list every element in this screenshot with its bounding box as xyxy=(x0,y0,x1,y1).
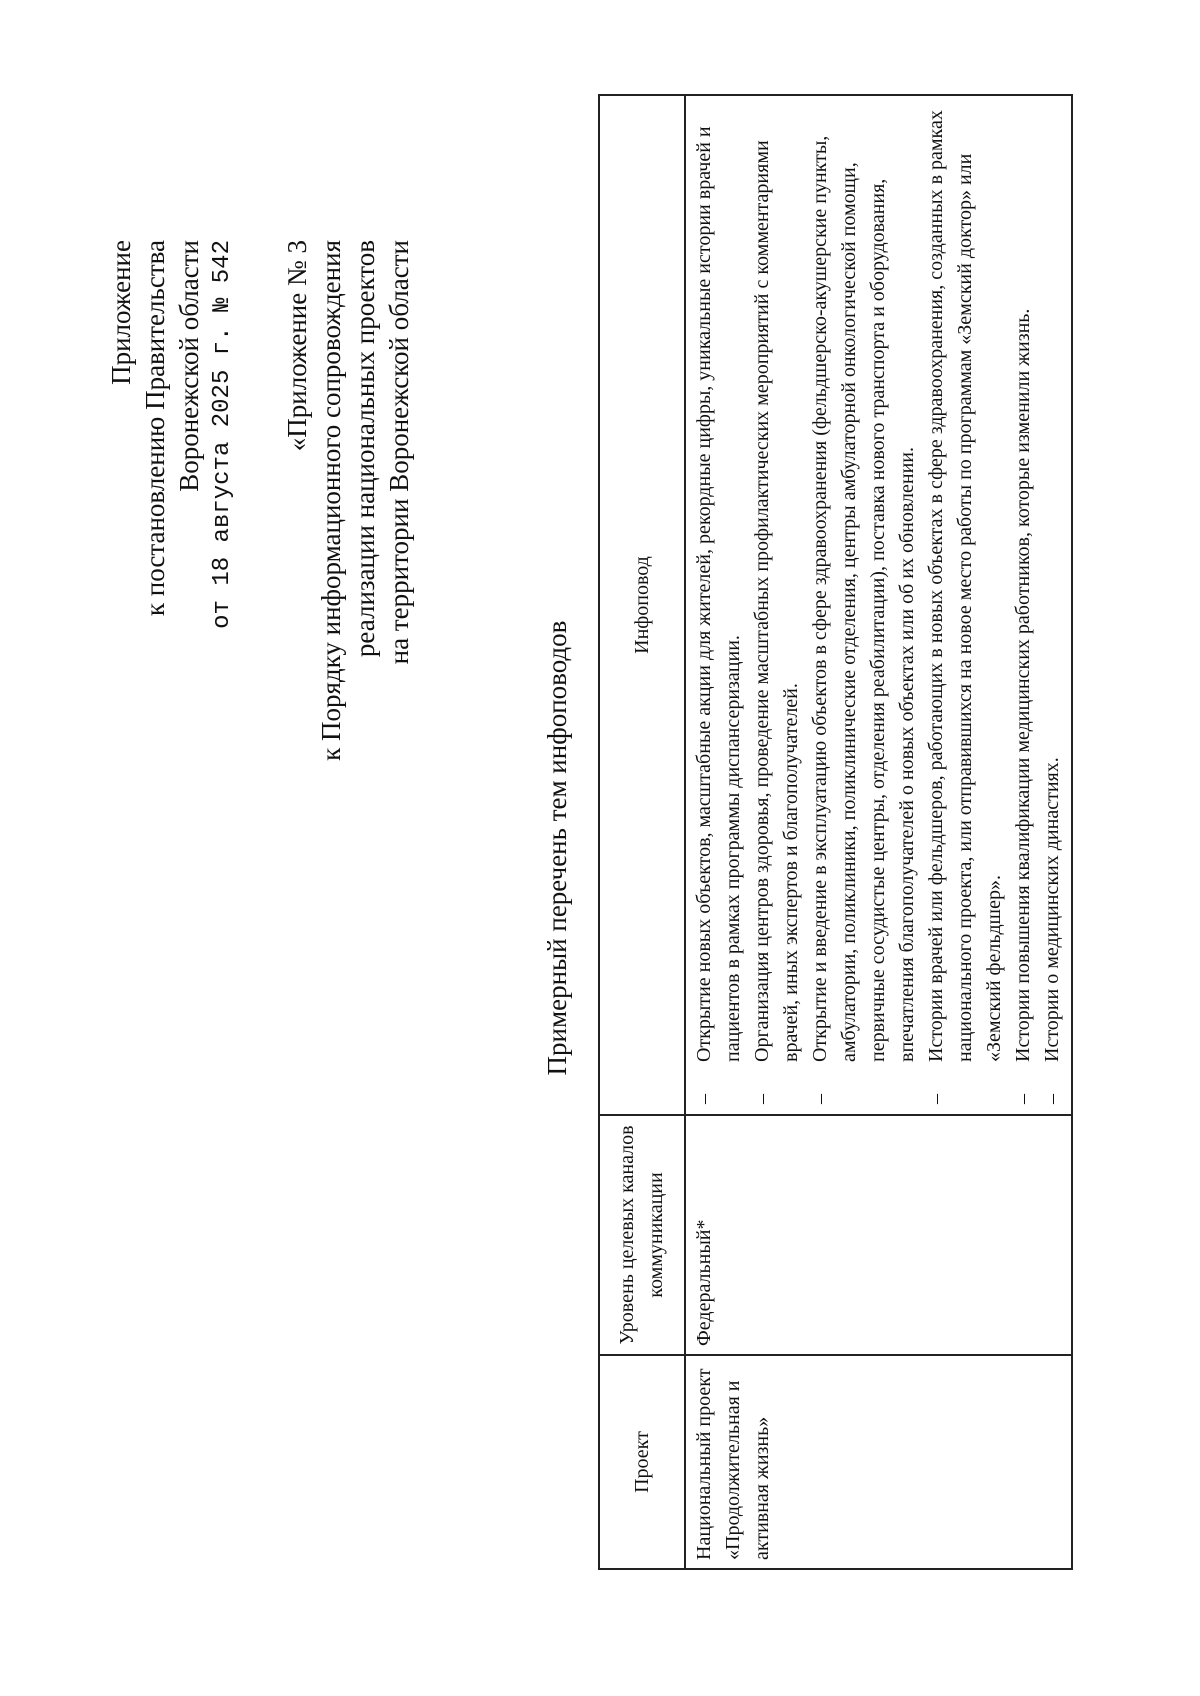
list-dash: – xyxy=(925,1094,947,1104)
header-project: Проект xyxy=(599,1355,685,1569)
list-dash: – xyxy=(1041,1094,1063,1104)
topic-text: Истории о медицинских династиях. xyxy=(1041,757,1063,1062)
table-row xyxy=(685,95,1072,1569)
list-item xyxy=(1009,104,1038,1106)
header-line: Воронежской области xyxy=(174,240,204,492)
annex-line: к Порядку информационного сопровождения xyxy=(316,240,346,761)
topic-text: Истории врачей или фельдшеров, работающих в новых объектах в сфере здравоохранения, созданных в рамках национального проекта, или отправившихся на новое место работы по программам «Земский доктор» или «Земский фельдшер». xyxy=(925,110,1005,1062)
topic-list xyxy=(690,104,1067,1106)
header-line: к постановлению Правительства xyxy=(140,240,170,617)
document-header xyxy=(104,240,416,761)
list-item xyxy=(806,104,922,1106)
header-date: от 18 августа 2025 г. № 542 xyxy=(209,240,236,629)
annex-line: «Приложение № 3 xyxy=(282,240,312,452)
document-title: Примерный перечень тем инфоповодов xyxy=(542,620,572,1076)
topic-text: Истории повышения квалификации медицинских работников, которые изменили жизнь. xyxy=(1012,308,1034,1062)
topic-text: Организация центров здоровья, проведение масштабных профилактических мероприятий с комментариями врачей, иных экспертов и благополучателей. xyxy=(751,140,802,1062)
list-item xyxy=(690,104,748,1106)
list-item xyxy=(748,104,806,1106)
topic-text: Открытие новых объектов, масштабные акции для жителей, рекордные цифры, уникальные истории врачей и пациентов в рамках программы диспансеризации. xyxy=(693,126,744,1062)
topic-text: Открытие и введение в эксплуатацию объектов в сфере здравоохранения (фельдшерско-акушерские пункты, амбулатории, поликлиники, поликлинические отделения, центры амбулаторной онкологической помощи, первичные сосудистые центры, отделения реабилитации), поставка нового транспорта и оборудования, впечатления благополучателей о новых объектах или об их обновлении. xyxy=(809,135,918,1062)
list-item xyxy=(922,104,1009,1106)
topic-cell xyxy=(685,95,1072,1115)
annex-line: на территории Воронежской области xyxy=(384,240,414,665)
annex-line: реализации национальных проектов xyxy=(350,240,380,658)
topics-table xyxy=(598,94,1073,1570)
header-level: Уровень целевых каналов коммуникации xyxy=(599,1115,685,1355)
table-header-row xyxy=(599,95,685,1569)
list-dash: – xyxy=(1012,1094,1034,1104)
list-dash: – xyxy=(693,1094,715,1104)
header-topic: Инфоповод xyxy=(599,95,685,1115)
list-item xyxy=(1038,104,1067,1106)
list-dash: – xyxy=(751,1094,773,1104)
level-cell: Федеральный* xyxy=(685,1115,1072,1355)
project-cell: Национальный проект «Продолжительная и активная жизнь» xyxy=(685,1355,1072,1569)
list-dash: – xyxy=(809,1094,831,1104)
header-line: Приложение xyxy=(106,240,136,385)
